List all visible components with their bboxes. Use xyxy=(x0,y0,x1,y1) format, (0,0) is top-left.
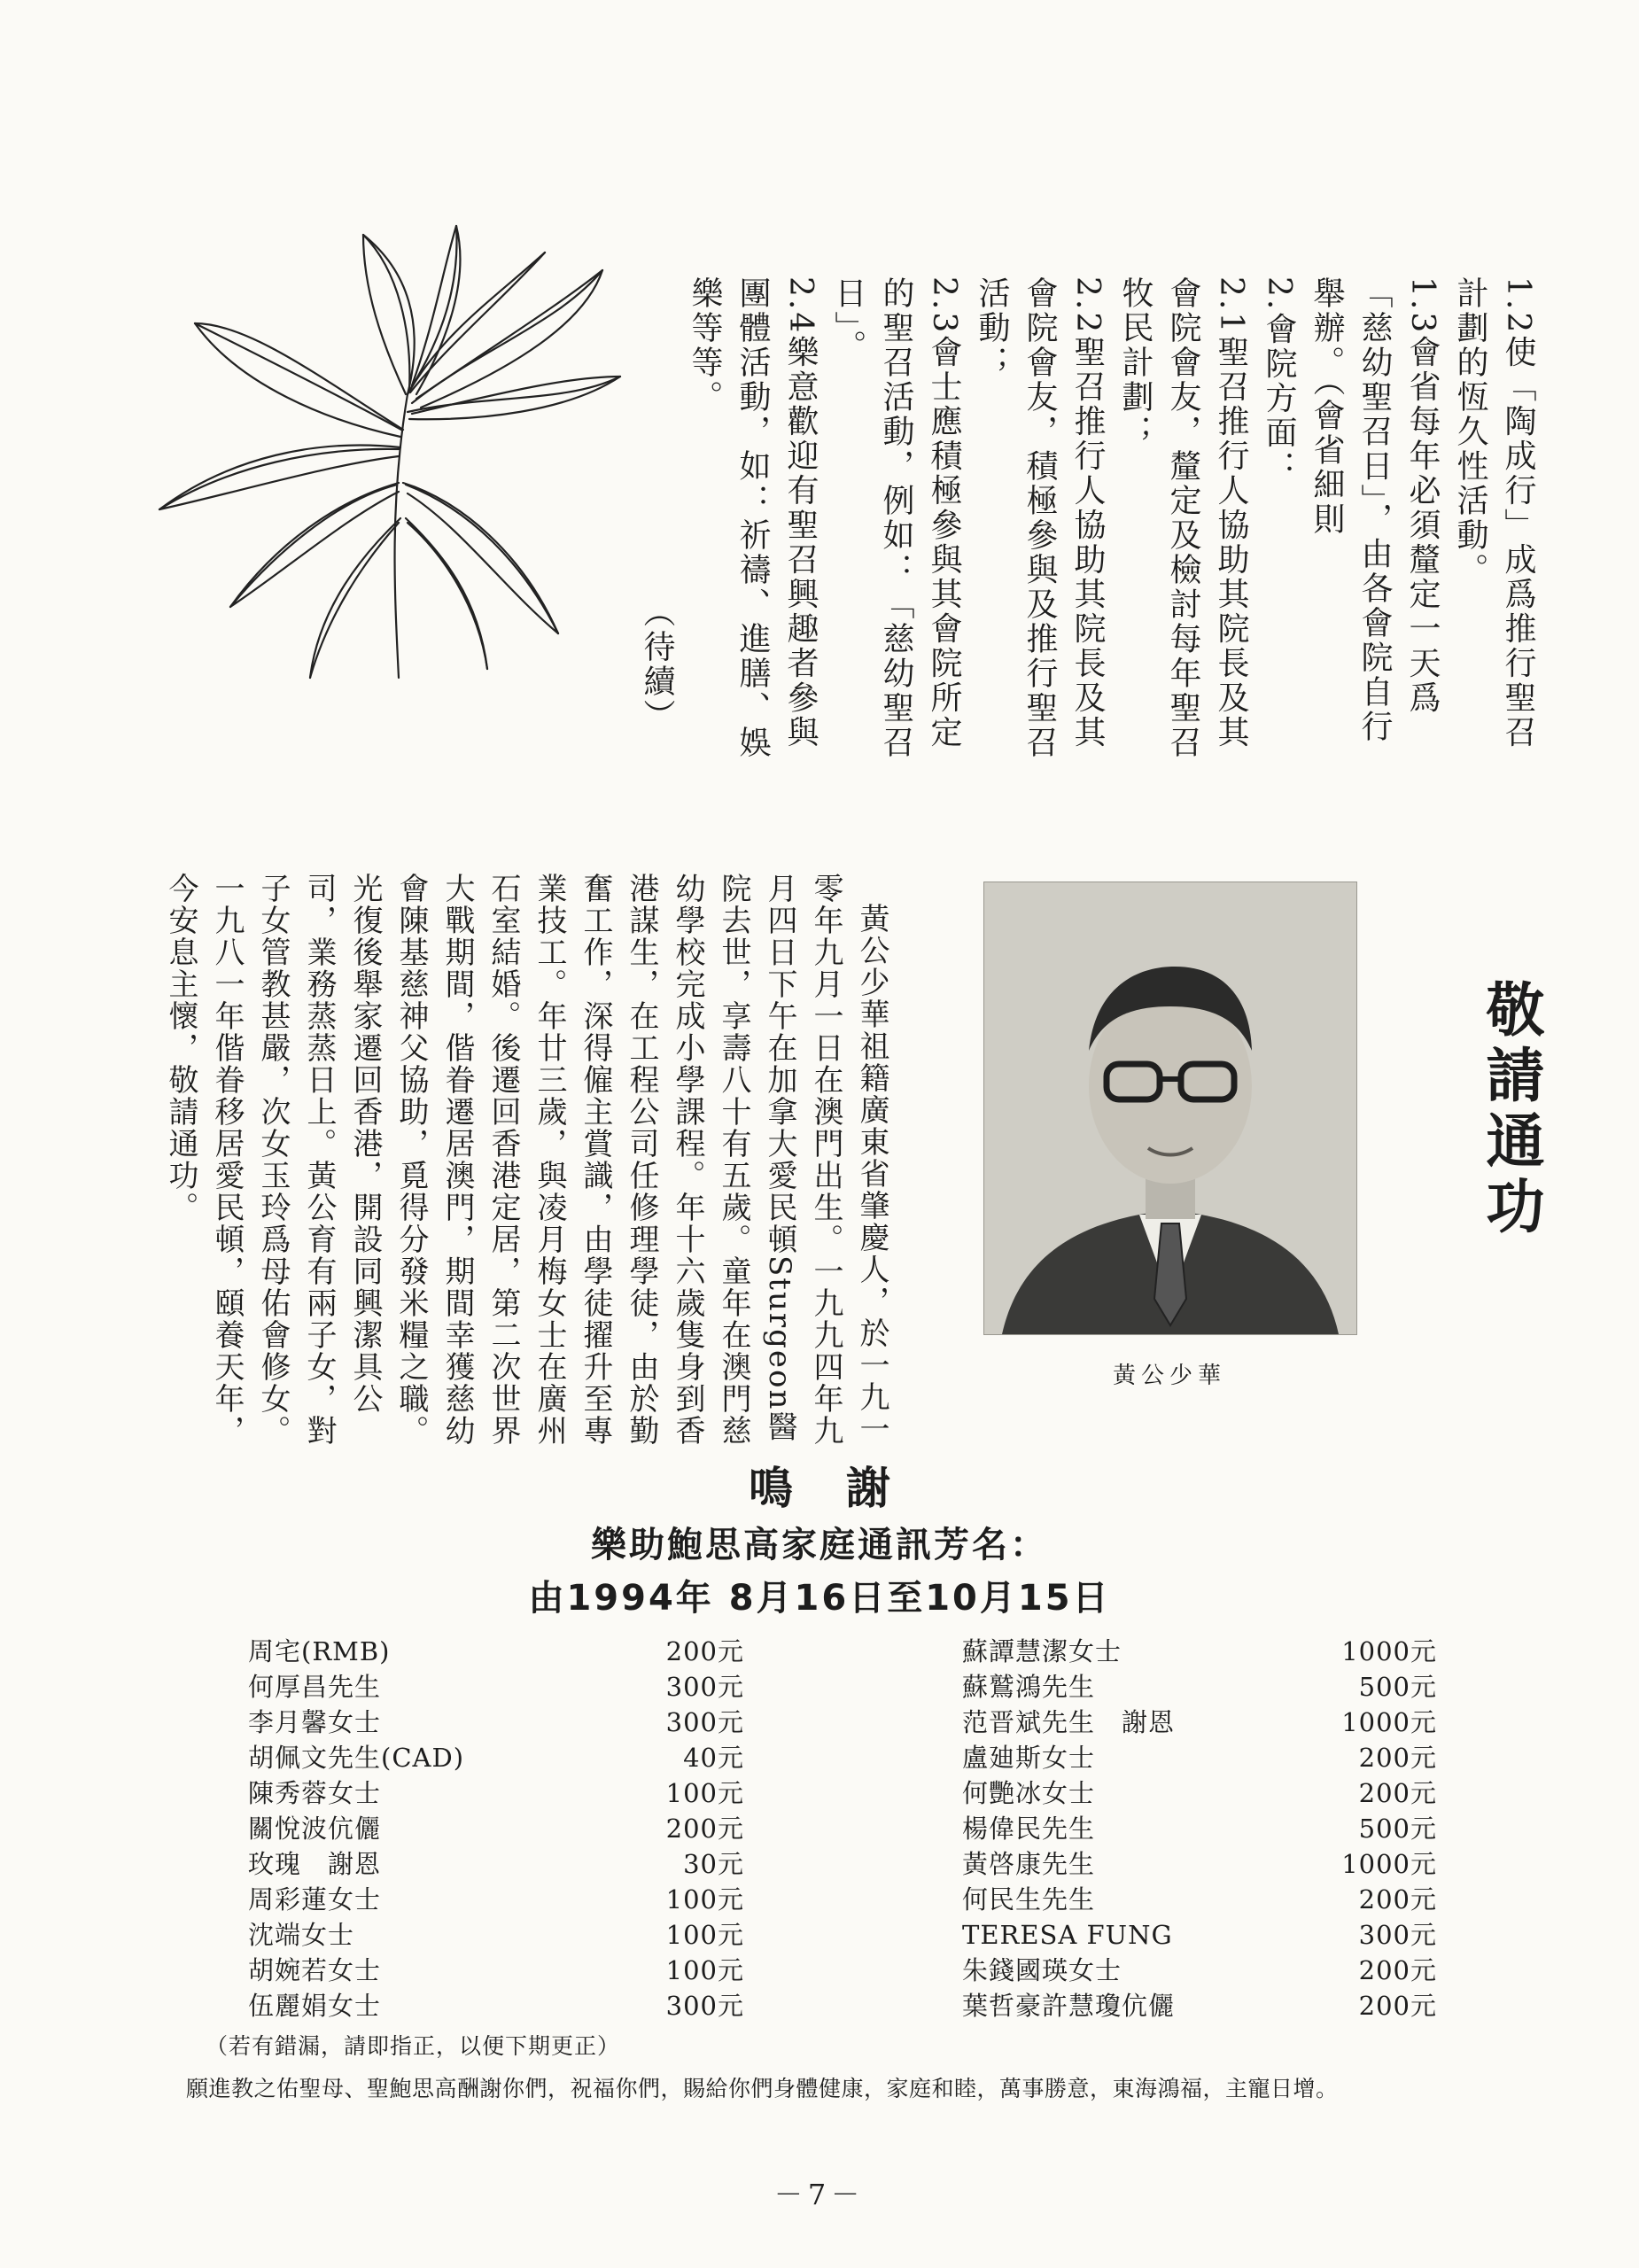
donor-amount: 200元 xyxy=(1358,1778,1437,1808)
blessing-text: 願進教之佑聖母、聖鮑思高酬謝你們，祝福你們，賜給你們身體健康，家庭和睦，萬事勝意，東海鴻福，主寵日增。 xyxy=(186,2076,1339,2101)
donor-row xyxy=(248,1667,744,1703)
donor-row xyxy=(248,1809,744,1845)
donor-name: 蘇鷲鴻先生 xyxy=(962,1672,1096,1702)
donor-name: 蘇譚慧潔女士 xyxy=(962,1636,1122,1666)
donor-amount: 100元 xyxy=(665,1778,744,1808)
donor-name: 朱錢國瑛女士 xyxy=(962,1955,1122,1985)
portrait-illustration xyxy=(984,882,1356,1334)
donor-row xyxy=(248,1880,744,1915)
donor-row xyxy=(962,1880,1437,1915)
donor-amount: 200元 xyxy=(1358,1991,1437,2021)
donor-name: 胡佩文先生(CAD) xyxy=(248,1743,465,1773)
photo-caption: 黃公少華 xyxy=(1112,1363,1226,1389)
donor-amount: 30元 xyxy=(683,1849,744,1879)
obituary-heading: 敬請通功 xyxy=(1476,979,1544,1241)
article-paragraph: 2.會院方面： xyxy=(1261,276,1297,485)
donor-name: 葉哲豪許慧瓊伉儷 xyxy=(962,1991,1176,2021)
donor-row xyxy=(248,1774,744,1809)
donor-name: TERESA FUNG xyxy=(962,1920,1173,1950)
article-paragraph: 2.3會士應積極參與其會院所定的聖召活動，例如：「慈幼聖召日」。 xyxy=(830,276,962,760)
donor-amount: 200元 xyxy=(665,1814,744,1844)
donor-name: 胡婉若女士 xyxy=(248,1955,382,1985)
donor-amount: 40元 xyxy=(683,1743,744,1773)
donor-amount: 200元 xyxy=(665,1636,744,1666)
donor-row xyxy=(248,1703,744,1738)
donor-amount: 300元 xyxy=(665,1991,744,2021)
donor-amount: 1000元 xyxy=(1341,1707,1437,1737)
page-number: －7－ xyxy=(773,2178,866,2211)
to-be-continued: （待續） xyxy=(639,595,675,734)
donor-name: 關悅波伉儷 xyxy=(248,1814,382,1844)
donor-amount: 200元 xyxy=(1358,1743,1437,1773)
donor-amount: 200元 xyxy=(1358,1955,1437,1985)
donor-row xyxy=(962,1951,1437,1986)
donor-name: 何艷冰女士 xyxy=(962,1778,1096,1808)
donor-amount: 100元 xyxy=(665,1884,744,1915)
donor-name: 范晋斌先生 謝恩 xyxy=(962,1707,1176,1737)
donor-name: 何民生先生 xyxy=(962,1884,1096,1915)
article-paragraph: 2.2聖召推行人協助其院長及其會院會友，積極參與及推行聖召活動； xyxy=(974,276,1106,760)
donor-name: 沈端女士 xyxy=(248,1920,355,1950)
article-paragraph: 1.3會省每年必須釐定一天爲「慈幼聖召日」，由各會院自行舉辦。（會省細則 xyxy=(1309,276,1441,744)
donor-row xyxy=(248,1986,744,2022)
obituary-paragraph: 黃公少華祖籍廣東省肇慶人，於一九一零年九月一日在澳門出生。一九九四年九月四日下午在加拿大愛民頓Sturgeon醫院去世，享壽八十有五歲。童年在澳門慈幼學校完成小學課程。年十六歲隻身到香港謀生，在工程公司任修理學徒，由於勤奮工作，深得僱主賞識，由學徒擢升至專業技工。年廿三歲，與凌月梅女士在廣州石室結婚。後遷回香港定居，第二次世界大戰期間，偕眷遷居澳門，期間幸獲慈幼會陳基慈神父協助，覓得分發米糧之職。光復後舉家遷回香港，開設同興潔具公司，業務蒸蒸日上。黃公育有兩子女，對子女管教甚嚴，次女玉玲爲母佑會修女。一九八一年偕眷移居愛民頓，頤養天年，今安息主懷，敬請通功。 xyxy=(163,873,889,1447)
donor-name: 陳秀蓉女士 xyxy=(248,1778,382,1808)
article-vertical xyxy=(633,276,1542,773)
donor-name: 周彩蓮女士 xyxy=(248,1884,382,1915)
thanks-title: 鳴謝 xyxy=(749,1463,944,1514)
donor-amount: 300元 xyxy=(665,1672,744,1702)
obituary-text xyxy=(158,873,895,1457)
donor-name: 盧廸斯女士 xyxy=(962,1743,1096,1773)
donor-row xyxy=(962,1667,1437,1703)
donor-name: 伍麗娟女士 xyxy=(248,1991,382,2021)
donor-name: 黃啓康先生 xyxy=(962,1849,1096,1879)
donor-name: 楊偉民先生 xyxy=(962,1814,1096,1844)
article-paragraph: 1.2使「陶成行」成爲推行聖召計劃的恆久性活動。 xyxy=(1452,276,1536,750)
portrait-photo xyxy=(983,882,1357,1335)
donor-row xyxy=(962,1845,1437,1880)
donor-amount: 500元 xyxy=(1358,1672,1437,1702)
plant-leaves xyxy=(159,226,620,678)
donor-amount: 100元 xyxy=(665,1920,744,1950)
donor-row xyxy=(962,1738,1437,1774)
plant-illustration xyxy=(142,217,638,695)
donor-name: 何厚昌先生 xyxy=(248,1672,382,1702)
donor-row xyxy=(962,1986,1437,2022)
donor-amount: 500元 xyxy=(1358,1814,1437,1844)
donor-name: 李月馨女士 xyxy=(248,1707,382,1737)
donor-amount: 300元 xyxy=(1358,1920,1437,1950)
donor-row xyxy=(962,1774,1437,1809)
donor-row xyxy=(962,1809,1437,1845)
donor-row xyxy=(248,1915,744,1951)
thanks-subtitle: 樂助鮑思高家庭通訊芳名： xyxy=(591,1525,1048,1565)
donor-row xyxy=(962,1632,1437,1667)
donor-row xyxy=(248,1738,744,1774)
donor-row xyxy=(962,1703,1437,1738)
donor-list-left xyxy=(248,1632,744,2022)
donor-amount: 100元 xyxy=(665,1955,744,1985)
article-paragraph: 2.1聖召推行人協助其院長及其會院會友，釐定及檢討每年聖召牧民計劃； xyxy=(1117,276,1249,760)
article-paragraph: 2.4樂意歡迎有聖召興趣者參與團體活動，如：祈禱、進膳、娛樂等等。 xyxy=(687,276,819,760)
donor-amount: 200元 xyxy=(1358,1884,1437,1915)
donor-name: 玫瑰 謝恩 xyxy=(248,1849,382,1879)
donor-amount: 1000元 xyxy=(1341,1636,1437,1666)
donor-amount: 1000元 xyxy=(1341,1849,1437,1879)
donor-row xyxy=(248,1632,744,1667)
thanks-date-range: 由1994年 8月16日至10月15日 xyxy=(528,1578,1111,1619)
donor-row xyxy=(248,1951,744,1986)
donor-list-right xyxy=(962,1632,1437,2022)
donor-amount: 300元 xyxy=(665,1707,744,1737)
donor-row xyxy=(962,1915,1437,1951)
correction-note: （若有錯漏，請即指正，以便下期更正） xyxy=(206,2033,621,2059)
donor-row xyxy=(248,1845,744,1880)
donor-name: 周宅(RMB) xyxy=(248,1636,391,1666)
